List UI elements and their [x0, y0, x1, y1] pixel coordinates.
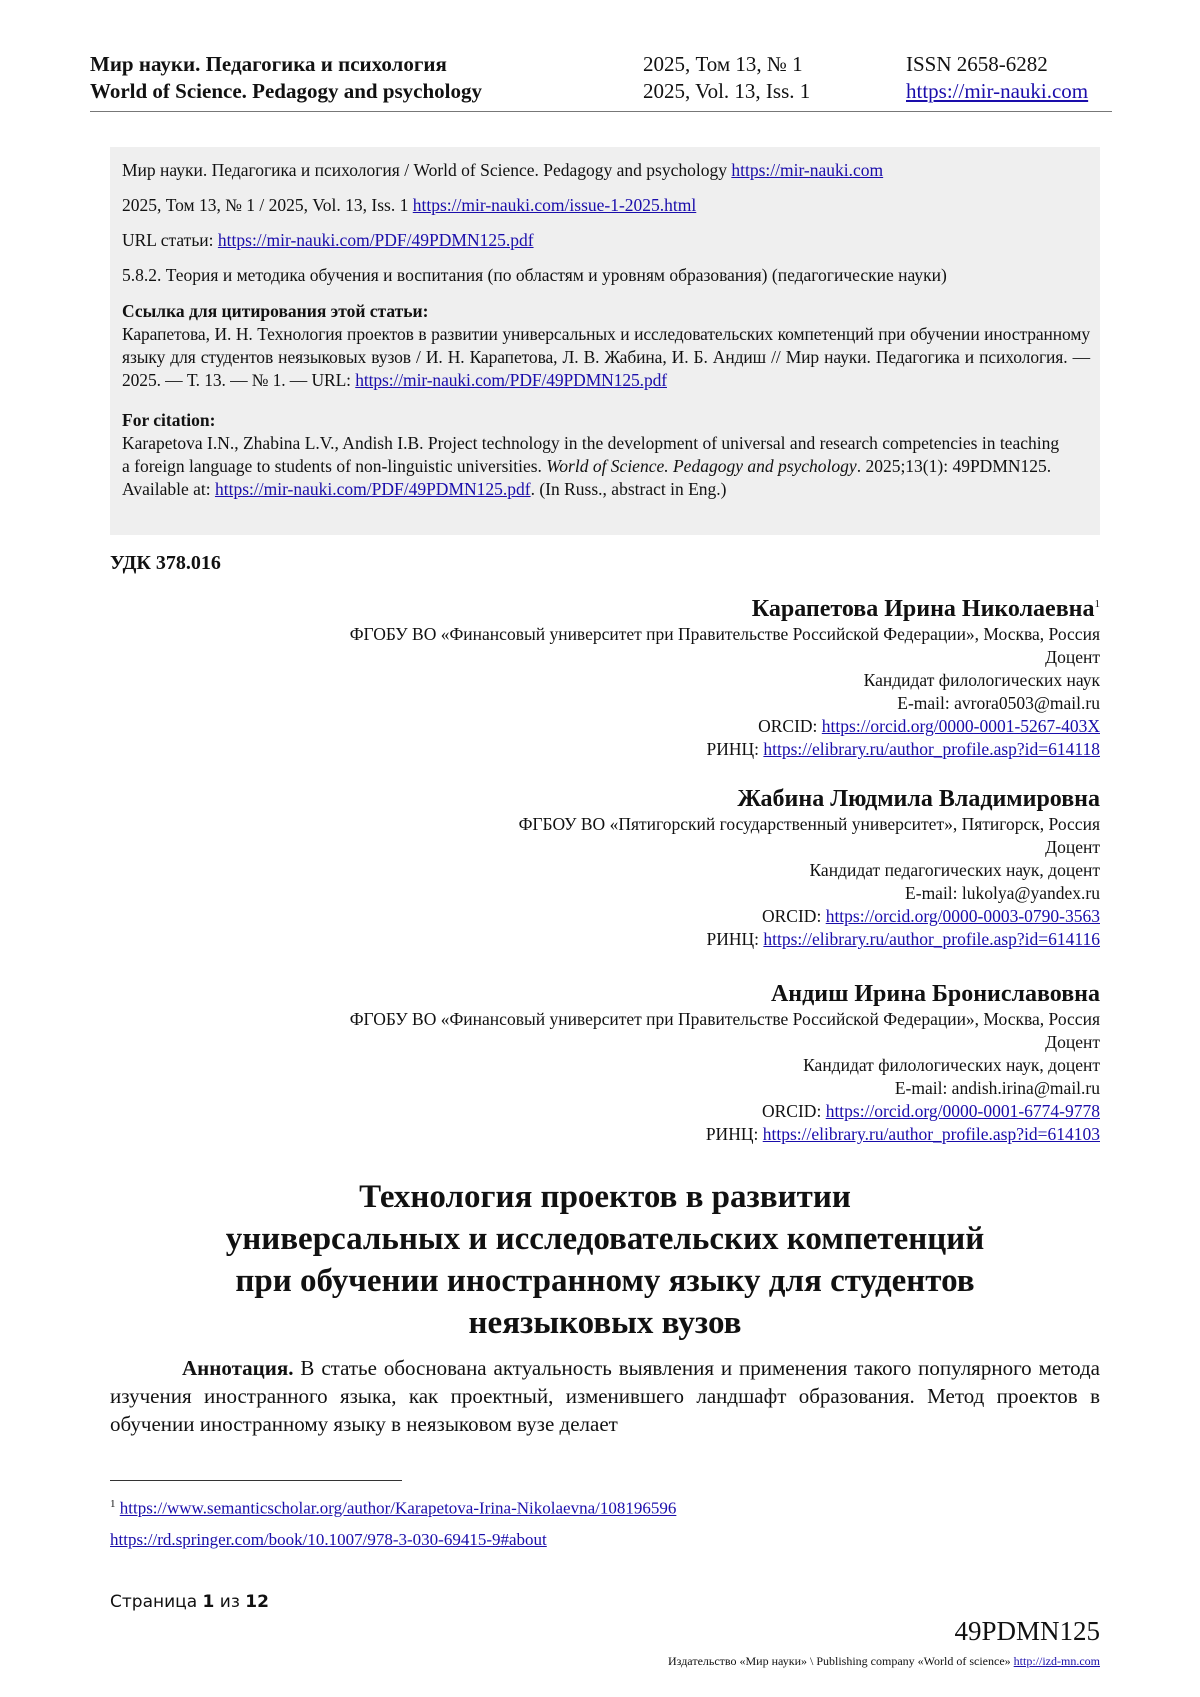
article-url-line: [122, 229, 534, 251]
author-position: Доцент: [1045, 1032, 1100, 1052]
author-orcid: [350, 715, 1100, 738]
footnote: [110, 1494, 676, 1519]
page-prefix: Страница: [110, 1592, 203, 1612]
journal-title-en: World of Science. Pedagogy and psychology: [90, 79, 483, 103]
journal-line: [122, 159, 883, 181]
orcid-link[interactable]: https://orcid.org/0000-0001-6774-9778: [825, 1101, 1100, 1121]
abstract: [110, 1354, 1100, 1438]
author-name: Жабина Людмила Владимировна: [737, 786, 1100, 812]
abstract-label: Аннотация.: [182, 1356, 294, 1380]
author-rinc: [350, 1123, 1100, 1146]
orcid-label: ORCID:: [762, 906, 826, 926]
article-url-link[interactable]: https://mir-nauki.com/PDF/49PDMN125.pdf: [217, 230, 534, 250]
page-total: 12: [245, 1592, 269, 1612]
publisher-link[interactable]: http://izd-mn.com: [1013, 1654, 1100, 1668]
issue-line: [122, 194, 696, 216]
cite-en-link[interactable]: https://mir-nauki.com/PDF/49PDMN125.pdf: [214, 479, 531, 499]
rinc-link[interactable]: https://elibrary.ru/author_profile.asp?id=614118: [763, 739, 1100, 759]
issue-ru: 2025, Том 13, № 1: [643, 52, 803, 76]
footnote-divider: [110, 1480, 402, 1481]
author-degree: Кандидат филологических наук, доцент: [803, 1055, 1100, 1075]
title-line: универсальных и исследовательских компетенций: [225, 1221, 985, 1257]
author-rinc: [519, 928, 1100, 951]
title-line: при обучении иностранному языку для студентов: [235, 1263, 975, 1299]
cite-en-body-3: . (In Russ., abstract in Eng.): [530, 479, 727, 499]
page-number: [110, 1592, 269, 1612]
citation-infobox: [110, 147, 1100, 535]
author-email: E-mail: lukolya@yandex.ru: [905, 883, 1100, 903]
author-name: Андиш Ирина Брониславовна: [770, 981, 1100, 1007]
footnote-link-semanticscholar[interactable]: https://www.semanticscholar.org/author/Karapetova-Irina-Nikolaevna/108196596: [119, 1498, 677, 1518]
cite-en-text: [122, 432, 1062, 501]
author-block: [519, 785, 1100, 951]
author-position: Доцент: [1045, 837, 1100, 857]
publisher-text: Издательство «Мир науки» \ Publishing company «World of science»: [668, 1654, 1014, 1668]
issue-link[interactable]: https://mir-nauki.com/issue-1-2025.html: [412, 195, 697, 215]
cite-en-body-2: . 2025;13(1): 49PDMN125. Available at:: [122, 456, 1052, 499]
cite-en-journal: World of Science. Pedagogy and psychology: [546, 456, 857, 476]
cite-en-body: Karapetova I.N., Zhabina L.V., Andish I.B. Project technology in the development of universal and research competencies in teaching a foreign language to students of non-linguistic universities.: [122, 433, 1060, 476]
orcid-link[interactable]: https://orcid.org/0000-0003-0790-3563: [825, 906, 1100, 926]
author-degree: Кандидат педагогических наук, доцент: [809, 860, 1100, 880]
page-mid: из: [214, 1592, 246, 1612]
orcid-label: ORCID:: [758, 716, 822, 736]
cite-ru-text: [122, 323, 1090, 392]
cite-en-heading: For citation:: [122, 410, 216, 430]
author-degree: Кандидат филологических наук: [863, 670, 1100, 690]
author-affiliation: ФГОБУ ВО «Финансовый университет при Правительстве Российской Федерации», Москва, Россия: [349, 624, 1100, 644]
cite-ru-body: Карапетова, И. Н. Технология проектов в развитии универсальных и исследовательских компетенций при обучении иностранному языку для студентов неязыковых вузов / И. Н. Карапетова, Л. В. Жабина, И. Б. Андиш // Мир науки. Педагогика и психология. — 2025. — Т. 13. — № 1. — URL:: [122, 324, 1090, 390]
author-rinc: [350, 738, 1100, 761]
author-email: E-mail: andish.irina@mail.ru: [894, 1078, 1100, 1098]
author-name: [350, 590, 1100, 623]
author-position: Доцент: [1045, 647, 1100, 667]
issue-en: 2025, Vol. 13, Iss. 1: [643, 79, 811, 103]
rinc-label: РИНЦ:: [706, 929, 764, 949]
article-code: 49PDMN125: [954, 1616, 1100, 1646]
article-url-label: URL статьи:: [122, 230, 218, 250]
title-line: Технология проектов в развитии: [359, 1179, 851, 1215]
orcid-link[interactable]: https://orcid.org/0000-0001-5267-403X: [821, 716, 1100, 736]
article-title: [110, 1176, 1100, 1344]
author-orcid: [519, 905, 1100, 928]
rinc-link[interactable]: https://elibrary.ru/author_profile.asp?id=614116: [763, 929, 1100, 949]
title-line: неязыковых вузов: [468, 1305, 742, 1341]
publisher-line: [668, 1654, 1100, 1669]
author-block: [350, 980, 1100, 1146]
journal-title-ru: Мир науки. Педагогика и психология: [90, 52, 447, 76]
cite-ru-heading: Ссылка для цитирования этой статьи:: [122, 301, 429, 321]
footnote-mark: 1: [110, 1498, 116, 1510]
rinc-link[interactable]: https://elibrary.ru/author_profile.asp?id=614103: [762, 1124, 1100, 1144]
footnote-link-springer[interactable]: https://rd.springer.com/book/10.1007/978-3-030-69415-9#about: [110, 1530, 547, 1549]
issue-line-text: 2025, Том 13, № 1 / 2025, Vol. 13, Iss. 1: [122, 195, 413, 215]
footnote-mark[interactable]: 1: [1094, 598, 1100, 610]
journal-link[interactable]: https://mir-nauki.com: [731, 160, 884, 180]
author-email: E-mail: avrora0503@mail.ru: [897, 693, 1100, 713]
page-current: 1: [202, 1592, 215, 1612]
abstract-text: В статье обоснована актуальность выявления и применения такого популярного метода изучения иностранного языка, как проектный, изменившего ландшафт образования. Метод проектов в обучении иностранному языку в неязыковом вузе делает: [110, 1356, 1100, 1436]
author-affiliation: ФГБОУ ВО «Пятигорский государственный университет», Пятигорск, Россия: [518, 814, 1100, 834]
udk-code: УДК 378.016: [110, 552, 221, 574]
author-orcid: [350, 1100, 1100, 1123]
specialty-line: 5.8.2. Теория и методика обучения и воспитания (по областям и уровням образования) (педагогические науки): [122, 265, 947, 285]
journal-line-text: Мир науки. Педагогика и психология / World of Science. Pedagogy and psychology: [122, 160, 732, 180]
issn: ISSN 2658-6282: [906, 52, 1048, 76]
orcid-label: ORCID:: [762, 1101, 826, 1121]
header-divider: [90, 111, 1112, 112]
author-block: [350, 590, 1100, 761]
journal-site-link[interactable]: https://mir-nauki.com: [906, 79, 1089, 103]
footnote: [110, 1530, 547, 1550]
rinc-label: РИНЦ:: [705, 1124, 763, 1144]
author-affiliation: ФГОБУ ВО «Финансовый университет при Правительстве Российской Федерации», Москва, Россия: [349, 1009, 1100, 1029]
author-name-text: Карапетова Ирина Николаевна: [751, 596, 1095, 622]
cite-ru-link[interactable]: https://mir-nauki.com/PDF/49PDMN125.pdf: [355, 370, 667, 390]
rinc-label: РИНЦ:: [706, 739, 764, 759]
